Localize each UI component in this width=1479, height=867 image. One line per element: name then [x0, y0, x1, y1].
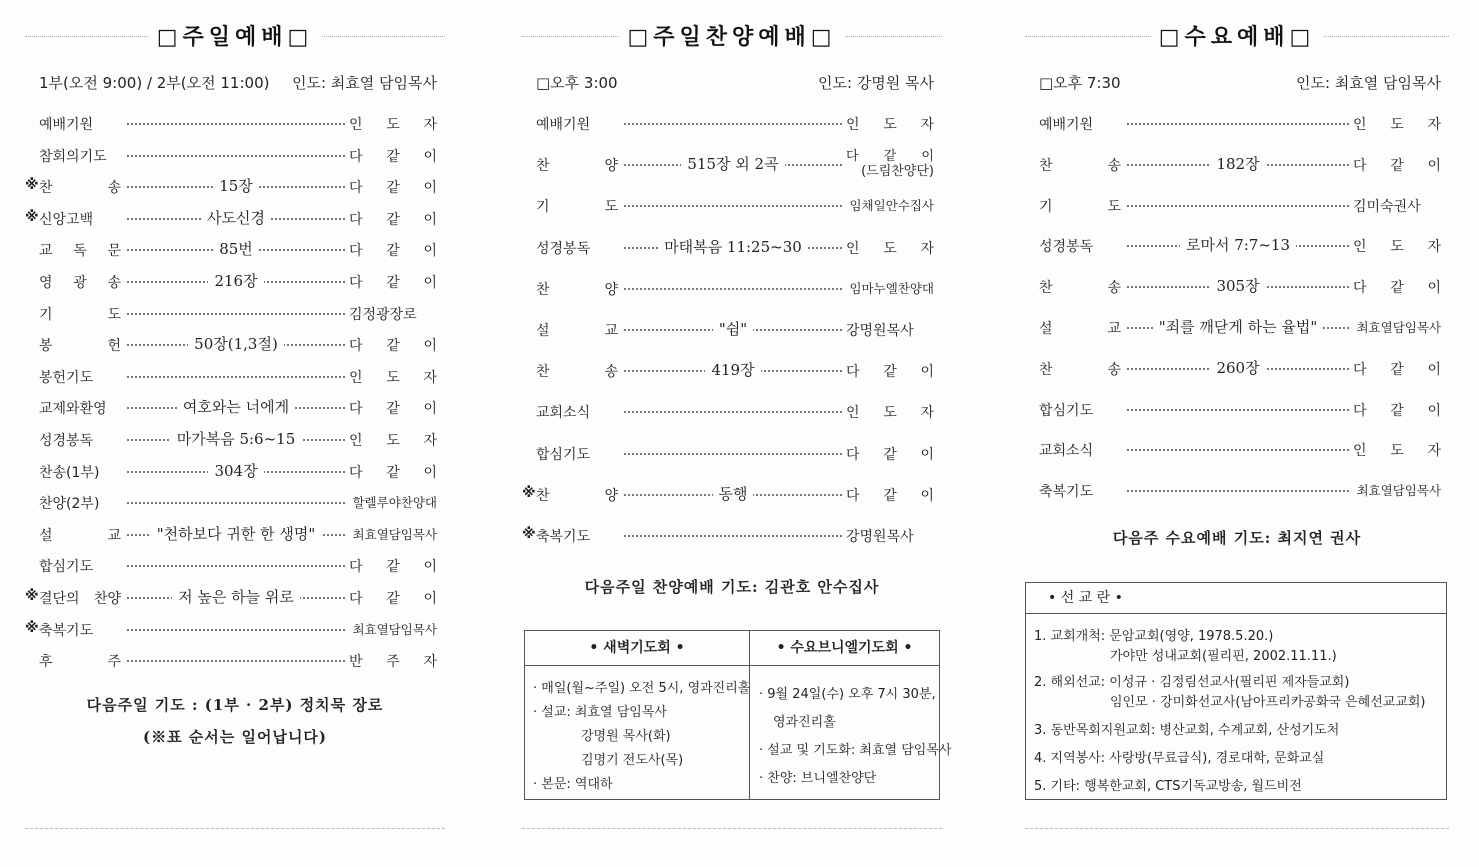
program-row [25, 493, 437, 513]
program-item-leader: 다 같 이 [846, 149, 934, 165]
program-row [1025, 318, 1441, 338]
program-item-label: 후 주 [39, 654, 121, 671]
program-item-detail-text: 사도신경 [201, 209, 271, 227]
program-item-leader: 인 도 자 [349, 117, 437, 133]
section-header [522, 20, 942, 52]
program-row [25, 525, 437, 545]
program-row [25, 556, 437, 576]
program-item-detail [624, 236, 842, 257]
program-item-label: 찬 양 [536, 158, 618, 175]
service-leader: 인도: 강명원 목사 [817, 74, 934, 92]
program-row [25, 272, 437, 292]
program-row [1025, 400, 1441, 420]
program-item-leader: 인 도 자 [349, 433, 437, 449]
program-item-detail [624, 359, 842, 380]
program-item-leader: 다 같 이 [846, 364, 934, 381]
program-row [25, 209, 437, 229]
program-row [522, 485, 934, 505]
program-item-detail [127, 175, 345, 196]
mission-item: 1. 교회개척: 문암교회(영양, 1978.5.20.) [1034, 629, 1274, 644]
program-row [522, 238, 934, 258]
program-item-label: 찬 양 [536, 487, 618, 504]
program-item-label: 예배기원 [536, 117, 591, 133]
program-item-label: 성경봉독 [1039, 239, 1094, 256]
program-row [25, 114, 437, 134]
program-item-leader [846, 149, 934, 179]
section-header [1025, 20, 1449, 52]
section-header [25, 20, 445, 52]
mission-item: 가야만 성내교회(필리핀, 2002.11.11.) [1110, 649, 1337, 664]
program-item-leader: 다 같 이 [349, 591, 437, 607]
dot-leader [127, 502, 345, 504]
dawn-prayer-item: · 매일(월~주일) 오전 5시, 영과진리홀 [533, 681, 751, 696]
program-item-detail-text: "죄를 깨닫게 하는 율법" [1153, 318, 1324, 336]
program-item-leader: 인 도 자 [1353, 443, 1441, 460]
dot-leader [127, 660, 345, 662]
program-item-label: 설 교 [1039, 321, 1121, 337]
dot-leader [1127, 490, 1349, 492]
standing-note: (※표 순서는 일어납니다) [142, 728, 328, 746]
program-item-label: 교회소식 [536, 405, 591, 422]
program-item-detail [127, 333, 345, 354]
program-item-leader: 다 같 이 [349, 464, 437, 481]
program-item-leader: 반 주 자 [349, 654, 437, 671]
program-item-leader: 다 같 이 [1353, 361, 1441, 378]
program-item-label: 축복기도 [1039, 484, 1094, 501]
program-item-leader: 다 같 이 [349, 148, 437, 165]
service-info [1039, 72, 1441, 96]
program-item-detail-text: 로마서 7:7~13 [1180, 236, 1296, 254]
program-row [25, 146, 437, 166]
dot-leader [127, 629, 345, 631]
mission-item: 2. 해외선교: 이성규 · 김정림선교사(필리핀 제자들교회) [1034, 675, 1350, 690]
program-item-detail [127, 270, 345, 291]
dawn-prayer-item: 김명기 전도사(목) [581, 753, 684, 768]
standing-mark: ※ [522, 484, 536, 501]
program-item-detail [127, 586, 345, 607]
program-item-label: 찬 송 [1039, 157, 1121, 174]
dawn-prayer-item: · 설교: 최효열 담임목사 [533, 705, 667, 720]
program-row [1025, 277, 1441, 297]
program-item-leader: 다 같 이 [1353, 280, 1441, 297]
program-row [522, 149, 934, 180]
program-item-detail-text: 마가복음 5:6~15 [171, 430, 302, 448]
program-item-label: 합심기도 [536, 446, 591, 463]
next-week-prayer-note: 다음주일 기도 : (1부 · 2부) 정치묵 장로 [86, 696, 384, 714]
missions-box [1025, 582, 1447, 800]
section-title: □주일예배□ [149, 20, 322, 51]
service-info [39, 72, 437, 96]
program-item-leader: 다 같 이 [349, 401, 437, 418]
program-item-leader: 인 도 자 [846, 240, 934, 257]
program-row [1025, 359, 1441, 379]
bottom-divider [522, 828, 942, 829]
program-row [25, 430, 437, 450]
dawn-prayer-title: • 새벽기도회 • [525, 631, 749, 666]
dot-leader [1127, 449, 1349, 451]
program-item-leader: 인 도 자 [846, 117, 934, 133]
program-item-label: 기 도 [1039, 198, 1121, 215]
program-row [25, 367, 437, 387]
program-item-detail-text: 85번 [213, 240, 259, 258]
service-time: 1부(오전 9:00) / 2부(오전 11:00) [39, 74, 270, 92]
program-row [1025, 155, 1441, 175]
service-time: □오후 7:30 [1039, 74, 1121, 92]
program-item-detail [624, 483, 842, 504]
dot-leader [127, 155, 345, 157]
program-item-leader: 임마누엘찬양대 [849, 280, 934, 296]
wednesday-prayer-item: · 9월 24일(수) 오후 7시 30분, [759, 687, 936, 702]
program-item-label: 성경봉독 [39, 433, 94, 449]
program-item-label: 참회의기도 [39, 148, 107, 165]
dot-leader [127, 123, 345, 125]
prayer-meetings-box [524, 630, 952, 800]
standing-mark: ※ [25, 177, 39, 194]
program-item-detail-text: "천하보다 귀한 한 생명" [151, 525, 322, 543]
program-item-label: 기 도 [39, 306, 121, 323]
program-item-detail-text: 15장 [213, 177, 259, 195]
program-row [1025, 440, 1441, 460]
program-item-label: 신앙고백 [39, 211, 94, 228]
program-item-leader: 인 도 자 [1353, 117, 1441, 133]
program-item-detail-text: 419장 [705, 361, 760, 379]
program-item-leader: 다 같 이 [349, 338, 437, 355]
program-item-leader: 김미숙권사 [1353, 198, 1421, 215]
program-item-leader: 다 같 이 [349, 559, 437, 576]
program-item-leader: 최효열담임목사 [352, 621, 437, 637]
program-item-label: 축복기도 [536, 529, 591, 545]
dawn-prayer-item: · 본문: 역대하 [533, 777, 613, 792]
mission-item: 5. 기타: 행복한교회, CTS기독교방송, 월드비전 [1034, 779, 1302, 794]
program-item-leader: 임채일안수집사 [849, 198, 934, 214]
program-item-detail-text: 여호와는 너에게 [177, 398, 295, 416]
program-item-leader: 다 같 이 [349, 275, 437, 291]
program-item-detail [1127, 234, 1349, 255]
program-item-detail [127, 238, 345, 259]
dawn-prayer-item: 강명원 목사(화) [581, 729, 671, 744]
mission-item: 4. 지역봉사: 사랑방(무료급식), 경로대학, 문화교실 [1034, 751, 1325, 766]
missions-title: • 선 교 란 • [1026, 583, 1446, 614]
program-row [522, 320, 934, 340]
program-row [25, 304, 437, 324]
program-item-label: 찬양(2부) [39, 496, 100, 513]
dot-leader [624, 123, 842, 125]
dot-leader [624, 411, 842, 413]
program-item-detail [1127, 357, 1349, 378]
program-item-detail [1127, 275, 1349, 296]
standing-mark: ※ [522, 526, 536, 542]
program-item-leader: 다 같 이 [1353, 402, 1441, 419]
service-info [536, 72, 934, 96]
dot-leader [127, 376, 345, 378]
program-item-leader: 인 도 자 [349, 369, 437, 386]
wednesday-prayer-item: · 찬양: 브니엘찬양단 [759, 771, 877, 786]
dot-leader [127, 313, 345, 315]
program-item-detail [624, 153, 842, 174]
service-leader: 인도: 최효열 담임목사 [1295, 74, 1441, 92]
program-item-detail [1127, 153, 1349, 174]
program-row [25, 588, 437, 608]
wednesday-prayer-item: · 설교 및 기도화: 최효열 담임목사 [759, 743, 952, 758]
program-item-label: 찬송(1부) [39, 464, 100, 481]
dot-leader [1127, 409, 1349, 411]
program-item-detail-text: 마태복음 11:25~30 [658, 238, 808, 256]
program-item-detail [1127, 316, 1349, 337]
program-item-label: 축복기도 [39, 622, 94, 639]
bottom-divider [25, 828, 445, 829]
program-item-leader: 최효열담임목사 [1356, 483, 1441, 499]
program-item-detail [127, 460, 345, 481]
program-item-detail-text: 304장 [208, 462, 263, 480]
program-item-label: 찬 양 [536, 281, 618, 298]
program-item-detail [127, 428, 345, 449]
program-item-label: 합심기도 [39, 559, 94, 576]
program-item-leader-sub: (드림찬양단) [861, 164, 934, 180]
program-item-leader: 다 같 이 [349, 211, 437, 228]
standing-mark: ※ [25, 208, 39, 225]
program-row [1025, 481, 1441, 501]
program-item-detail-text: 305장 [1210, 277, 1265, 295]
program-item-detail-text: 216장 [208, 272, 263, 290]
dot-leader [624, 205, 842, 207]
dot-leader [624, 288, 842, 290]
program-item-label: 찬 송 [39, 180, 121, 197]
next-week-prayer-note: 다음주일 찬양예배 기도: 김관호 안수집사 [584, 578, 880, 596]
program-item-label: 봉 헌 [39, 338, 121, 355]
program-item-detail-text: "쉼" [713, 320, 753, 338]
dot-leader [127, 565, 345, 567]
program-row [25, 462, 437, 482]
program-item-label: 결단의 찬양 [39, 591, 121, 607]
mission-item: 3. 동반목회지원교회: 병산교회, 수계교회, 산성기도처 [1034, 723, 1340, 738]
program-item-label: 합심기도 [1039, 402, 1094, 419]
wednesday-worship-column [1025, 0, 1449, 867]
program-item-detail-text: 182장 [1210, 155, 1265, 173]
program-row [522, 444, 934, 464]
bottom-divider [1025, 828, 1449, 829]
program-item-label: 교제와환영 [39, 401, 107, 418]
sunday-praise-worship-column [522, 0, 952, 867]
dot-leader [1127, 205, 1349, 207]
sunday-worship-column [25, 0, 445, 867]
program-row [1025, 196, 1441, 216]
program-item-detail-text: 515장 외 2곡 [681, 155, 784, 173]
standing-mark: ※ [25, 588, 39, 604]
program-row [25, 335, 437, 355]
program-row [522, 196, 934, 216]
program-item-label: 예배기원 [1039, 117, 1094, 133]
program-item-leader: 김정광장로 [349, 306, 417, 323]
program-item-leader: 할렐루야찬양대 [352, 495, 437, 511]
program-item-detail-text: 동행 [713, 485, 754, 503]
program-item-label: 설 교 [39, 527, 121, 544]
program-row [522, 402, 934, 422]
program-item-label: 영 광 송 [39, 275, 121, 291]
program-row [25, 651, 437, 671]
service-leader: 인도: 최효열 담임목사 [291, 74, 437, 92]
program-item-leader: 다 같 이 [846, 446, 934, 463]
program-item-leader: 최효열담임목사 [352, 526, 437, 542]
program-item-leader: 인 도 자 [1353, 239, 1441, 256]
standing-mark: ※ [25, 619, 39, 636]
program-item-label: 성경봉독 [536, 240, 591, 257]
program-item-detail [127, 523, 345, 544]
next-week-prayer-note: 다음주 수요예배 기도: 최지연 권사 [1112, 529, 1362, 547]
program-item-leader: 최효열담임목사 [1356, 320, 1441, 335]
program-item-label: 교회소식 [1039, 443, 1094, 460]
program-row [25, 240, 437, 260]
program-item-detail [127, 396, 345, 417]
program-item-leader: 다 같 이 [846, 487, 934, 504]
program-item-leader: 다 같 이 [1353, 157, 1441, 174]
program-item-detail-text: 50장(1,3절) [188, 335, 284, 353]
program-item-detail-text: 저 높은 하늘 위로 [172, 588, 300, 606]
program-item-label: 설 교 [536, 323, 618, 339]
program-item-leader: 다 같 이 [349, 243, 437, 260]
program-row [1025, 236, 1441, 256]
program-item-label: 예배기원 [39, 117, 94, 133]
program-row [25, 620, 437, 640]
dot-leader [624, 535, 842, 537]
section-title: □수요예배□ [1151, 20, 1324, 51]
program-item-label: 교 독 문 [39, 243, 121, 260]
service-time: □오후 3:00 [536, 74, 618, 92]
program-row [25, 177, 437, 197]
program-item-detail-text: 260장 [1210, 359, 1265, 377]
program-item-detail [624, 318, 842, 339]
program-item-leader: 인 도 자 [846, 405, 934, 422]
wednesday-prayer-item: 영과진리홀 [773, 715, 836, 730]
program-item-label: 찬 송 [536, 364, 618, 381]
program-row [1025, 114, 1441, 134]
program-row [522, 114, 934, 134]
program-row [522, 361, 934, 381]
program-item-label: 찬 송 [1039, 280, 1121, 297]
program-item-label: 봉헌기도 [39, 369, 94, 386]
dot-leader [1127, 123, 1349, 125]
section-title: □주일찬양예배□ [619, 20, 844, 51]
program-row [25, 398, 437, 418]
program-item-label: 기 도 [536, 199, 618, 216]
program-item-label: 찬 송 [1039, 361, 1121, 378]
dot-leader [624, 453, 842, 455]
program-item-detail [127, 207, 345, 228]
program-row [522, 279, 934, 299]
program-item-leader: 다 같 이 [349, 180, 437, 197]
mission-item: 임인모 · 강미화선교사(남아프리카공화국 은혜선교교회) [1110, 695, 1426, 710]
program-item-leader: 강명원목사 [846, 323, 914, 339]
program-row [522, 526, 934, 546]
wednesday-prayer-title: • 수요브니엘기도회 • [750, 631, 939, 666]
program-item-leader: 강명원목사 [846, 529, 914, 545]
